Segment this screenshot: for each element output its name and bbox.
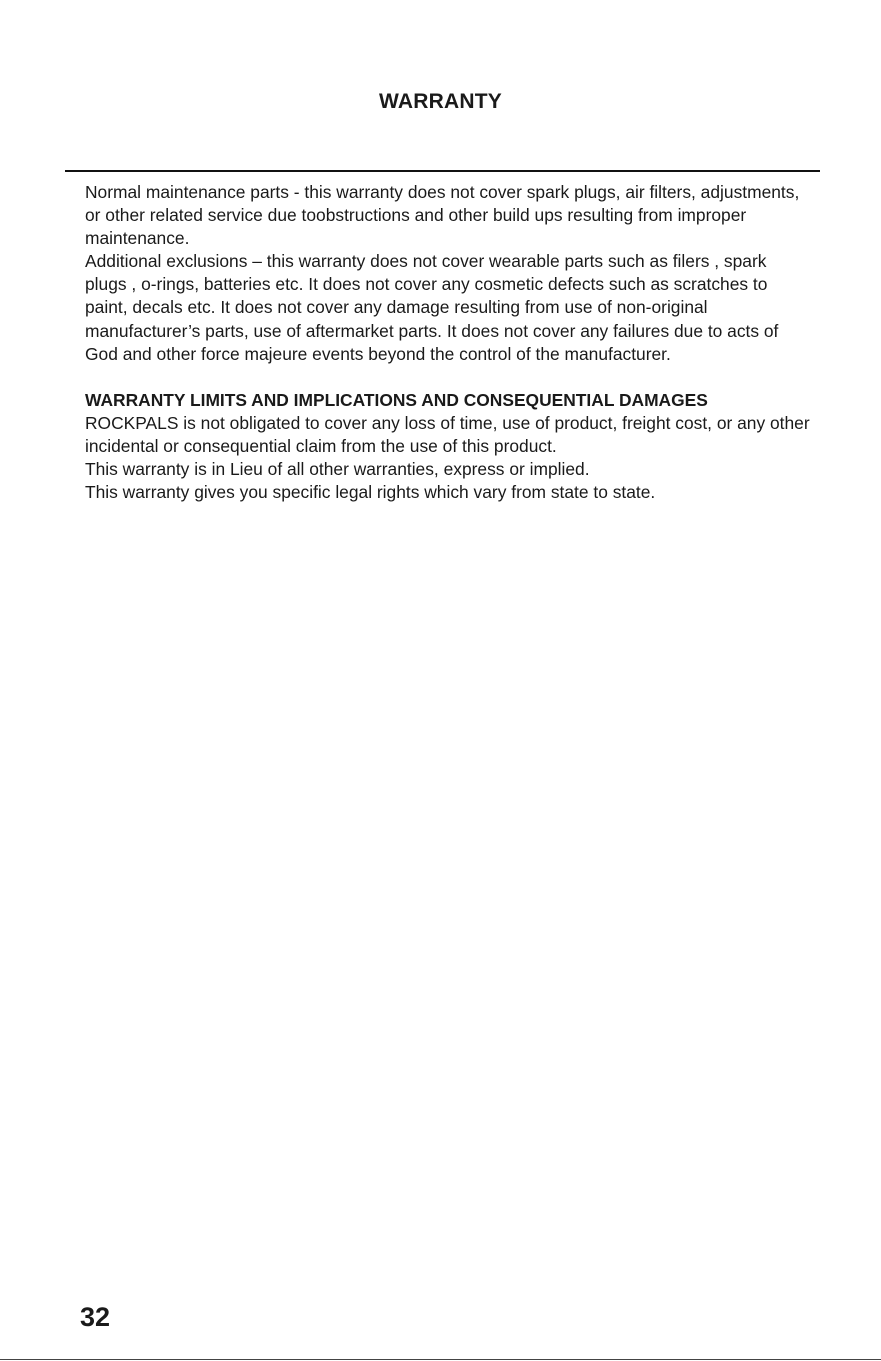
legal-rights-paragraph: This warranty gives you specific legal rights which vary from state to state. bbox=[85, 482, 656, 503]
limits-paragraph: ROCKPALS is not obligated to cover any loss of time, use of product, freight cost, or any other incidental or consequential claim from the use of this product. bbox=[85, 412, 810, 456]
section-heading: WARRANTY LIMITS AND IMPLICATIONS AND CONSEQUENTIAL DAMAGES bbox=[85, 389, 708, 410]
header-divider bbox=[65, 170, 820, 172]
lieu-paragraph: This warranty is in Lieu of all other warranties, express or implied. bbox=[85, 459, 590, 480]
normal-maintenance-paragraph: Normal maintenance parts - this warranty does not cover spark plugs, air filters, adjustments, or other related service due toobstructions and other build ups resulting from improper maintenance. bbox=[85, 182, 800, 249]
additional-exclusions-paragraph: Additional exclusions – this warranty does not cover wearable parts such as filers , spark plugs , o-rings, batteries etc. It does not cover any cosmetic defects such as scratches to paint, decals etc. It does not cover any damage resulting from use of non-original manufacturer’s parts, use of aftermarket parts. It does not cover any failures due to acts of God and other force majeure events beyond the control of the manufacturer. bbox=[85, 251, 779, 364]
warranty-body bbox=[85, 181, 810, 504]
footer-divider bbox=[0, 1359, 881, 1360]
paragraph-gap bbox=[85, 366, 810, 389]
page-title: WARRANTY bbox=[379, 90, 502, 113]
page-number: 32 bbox=[80, 1302, 111, 1332]
